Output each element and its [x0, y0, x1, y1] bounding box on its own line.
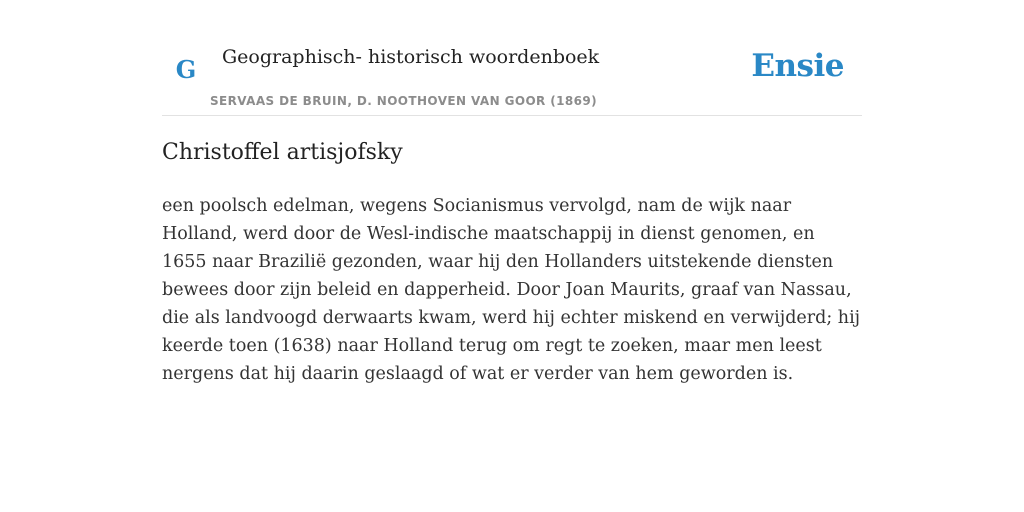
source-title[interactable]: Geographisch- historisch woordenboek — [222, 46, 600, 68]
ensie-logo[interactable]: Ensie — [751, 48, 844, 84]
source-letter-icon: G — [175, 55, 197, 84]
entry-body: een poolsch edelman, wegens Socianismus vervolgd, nam de wijk naar Holland, werd door de Wesl-indische maatschappij in dienst genomen, en 1655 naar Brazilië gezonden, waar hij den Hollanders uitstekende diensten bewees door zijn beleid en dapperheid. Door Joan Maurits, graaf van Nassau, die als landvoogd derwaarts kwam, werd hij echter miskend en verwijderd; hij keerde toen (1638) naar Holland terug om regt te zoeken, maar men leest nergens dat hij daarin geslaagd of wat er verder van hem geworden is. — [162, 196, 861, 384]
source-header — [162, 30, 862, 116]
entry-title: Christoffel artisjofsky — [162, 140, 403, 165]
source-author: SERVAAS DE BRUIN, D. NOOTHOVEN VAN GOOR (1869) — [210, 94, 598, 108]
